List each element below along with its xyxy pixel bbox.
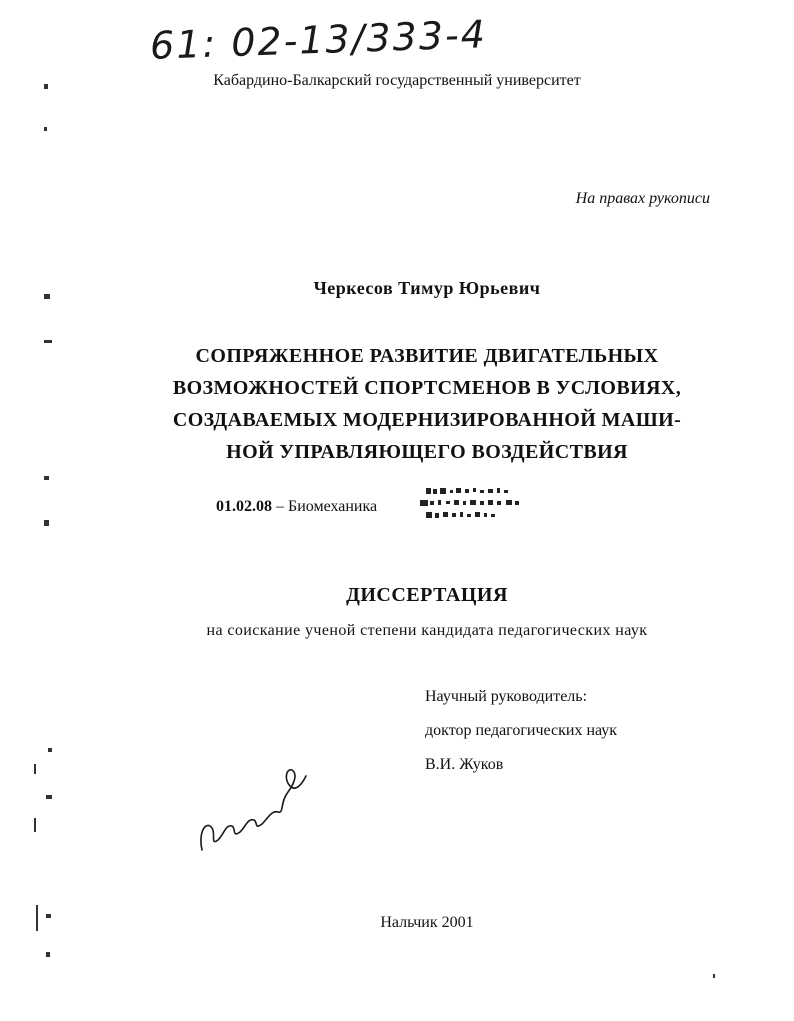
scan-mark <box>713 974 715 978</box>
scan-mark <box>44 294 50 299</box>
dissertation-title <box>0 340 794 468</box>
title-line: СОЗДАВАЕМЫХ МОДЕРНИЗИРОВАННОЙ МАШИ- <box>172 409 682 431</box>
scan-mark <box>44 520 49 526</box>
title-line: НОЙ УПРАВЛЯЮЩЕГО ВОЗДЕЙСТВИЯ <box>226 441 628 463</box>
library-stamp <box>418 484 528 526</box>
author-signature <box>192 762 312 858</box>
advisor-name: В.И. Жуков <box>425 756 504 773</box>
scan-mark <box>46 914 51 918</box>
specialty-code: 01.02.08 <box>216 498 272 515</box>
scan-mark <box>34 818 36 832</box>
scan-mark <box>44 476 49 480</box>
city-year: Нальчик 2001 <box>380 914 474 931</box>
title-line: ВОЗМОЖНОСТЕЙ СПОРТСМЕНОВ В УСЛОВИЯХ, <box>172 377 682 399</box>
scan-mark <box>46 795 52 799</box>
degree-statement: на соискание ученой степени кандидата педагогических наук <box>206 622 648 639</box>
specialty <box>216 498 377 516</box>
university-name: Кабардино-Балкарский государственный университет <box>213 72 581 89</box>
scan-mark <box>36 905 38 931</box>
document-type: ДИССЕРТАЦИЯ <box>346 584 508 606</box>
author-name: Черкесов Тимур Юрьевич <box>313 278 541 298</box>
scan-mark <box>44 127 47 131</box>
scan-mark <box>34 764 36 774</box>
specialty-name: Биомеханика <box>288 498 378 515</box>
advisor-degree: доктор педагогических наук <box>425 722 618 739</box>
advisor-block <box>425 680 617 782</box>
advisor-role: Научный руководитель: <box>425 688 588 705</box>
scan-mark <box>44 84 48 89</box>
specialty-dash: – <box>276 498 284 515</box>
archive-number: 61: 02-13/333-4 <box>149 12 488 68</box>
scan-mark <box>48 748 52 752</box>
rights-note: На правах рукописи <box>575 190 710 207</box>
scan-mark <box>46 952 50 957</box>
title-line: СОПРЯЖЕННОЕ РАЗВИТИЕ ДВИГАТЕЛЬНЫХ <box>195 345 659 367</box>
scan-mark <box>44 340 52 343</box>
